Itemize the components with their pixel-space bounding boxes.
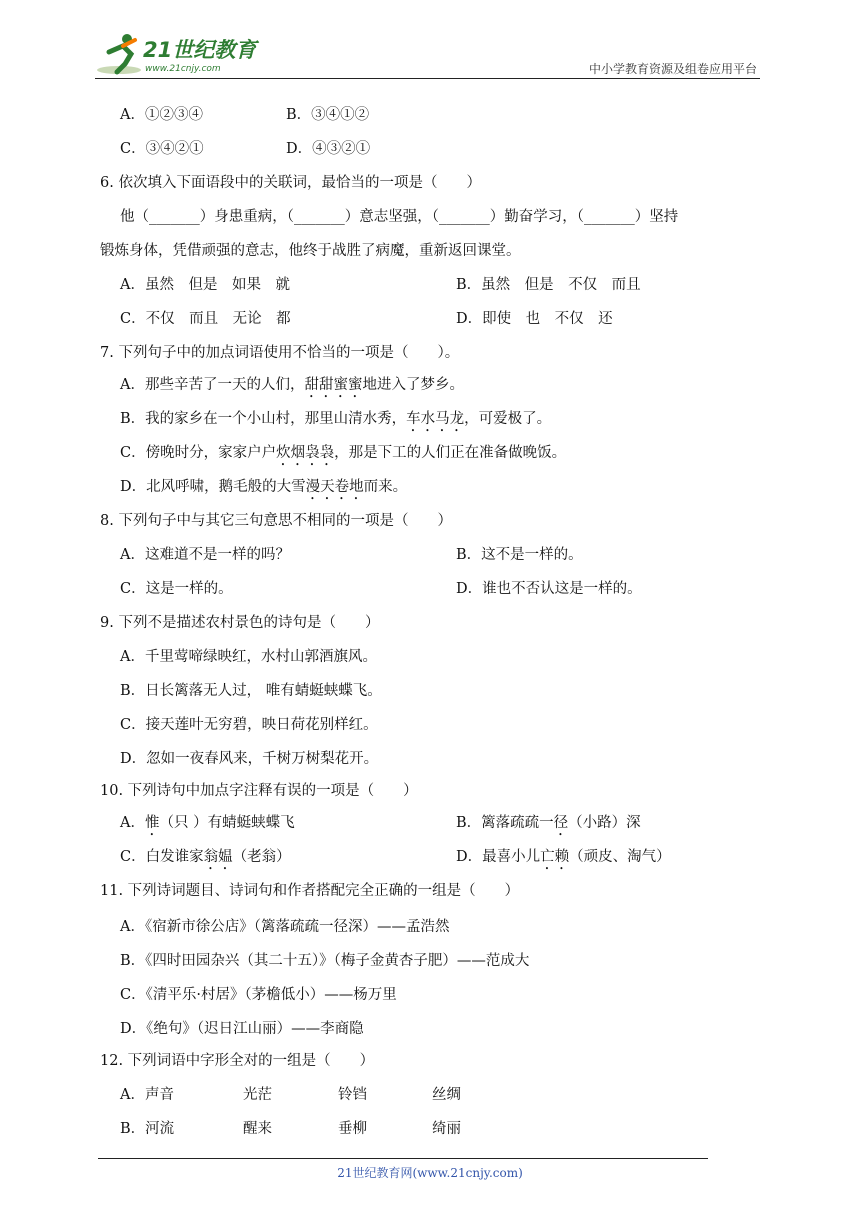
q6-option-d: D．即使 也 不仅 还 — [456, 311, 613, 327]
option-text: 地进入了梦乡。 — [362, 377, 464, 393]
option-text: ，那是下工的人们正在准备做晚饭。 — [334, 445, 567, 461]
option-a: A．①②③④ — [120, 107, 203, 123]
q10-option-c — [120, 846, 291, 873]
q6-option-c: C．不仅 而且 无论 都 — [120, 311, 291, 327]
q10-option-a — [120, 812, 295, 839]
q10-stem: 10. 下列诗句中加点字注释有误的一项是（ ） — [100, 783, 418, 799]
option-text: C．傍晚时分，家家户户 — [120, 445, 277, 461]
q12-option-a-word4: 丝绸 — [432, 1087, 461, 1103]
q11-option-b: B．《四时田园杂兴（其二十五）》（梅子金黄杏子肥）——范成大 — [120, 953, 530, 969]
option-text: （顽皮、淘气） — [569, 849, 671, 865]
option-c: C．③④②① — [120, 141, 204, 157]
q8-stem: 8. 下列句子中与其它三句意思不相同的一项是（ ） — [100, 513, 452, 529]
q7-stem: 7. 下列句子中的加点词语使用不恰当的一项是（ ）。 — [100, 345, 460, 361]
dotted-word: 炊烟袅袅 — [276, 445, 335, 461]
q9-option-a: A．千里莺啼绿映红，水村山郭酒旗风。 — [120, 649, 377, 665]
option-b: B．③④①② — [286, 107, 370, 123]
q12-option-a-word1: A．声音 — [120, 1087, 174, 1103]
option-d: D．④③②① — [286, 141, 371, 157]
q8-option-d: D．谁也不否认这是一样的。 — [456, 581, 642, 597]
q11-option-d: D．《绝句》（迟日江山丽）——李商隐 — [120, 1021, 364, 1037]
option-text: D．最喜小儿 — [456, 849, 541, 865]
q8-option-b: B．这不是一样的。 — [456, 547, 583, 563]
q9-option-d: D．忽如一夜春风来，千树万树梨花开。 — [120, 751, 379, 767]
q12-option-b-word1: B．河流 — [120, 1121, 175, 1137]
option-text: （老翁） — [232, 849, 291, 865]
logo-url: www.21cnjy.com — [145, 64, 221, 74]
q6-passage-line1: 他（_______）身患重病，（_______）意志坚强，（_______）勤奋学习，（_______）坚持 — [120, 209, 679, 225]
option-text: D．北风呼啸，鹅毛般的大雪 — [120, 479, 306, 495]
q12-option-b-word2: 醒来 — [243, 1121, 272, 1137]
option-text: C．白发谁家 — [120, 849, 204, 865]
option-text: （小路）深 — [568, 815, 641, 831]
q9-option-c: C．接天莲叶无穷碧，映日荷花别样红。 — [120, 717, 378, 733]
page-footer: 21世纪教育网(www.21cnjy.com) — [337, 1166, 523, 1180]
option-text: A． — [120, 815, 145, 831]
q11-option-a: A．《宿新市徐公店》（篱落疏疏一径深）——孟浩然 — [120, 919, 450, 935]
q6-option-b: B．虽然 但是 不仅 而且 — [456, 277, 641, 293]
dotted-word: 翁媪 — [203, 849, 233, 865]
q8-option-a: A．这难道不是一样的吗？ — [120, 547, 290, 563]
q12-stem: 12. 下列词语中字形全对的一组是（ ） — [100, 1053, 375, 1069]
q12-option-a-word3: 铃铛 — [338, 1087, 367, 1103]
q12-option-b-word4: 绮丽 — [432, 1121, 461, 1137]
q11-stem: 11. 下列诗词题目、诗词句和作者搭配完全正确的一组是（ ） — [100, 883, 520, 899]
q7-option-d — [120, 476, 407, 503]
q12-option-a-word2: 光茫 — [243, 1087, 272, 1103]
platform-name: 中小学教育资源及组卷应用平台 — [588, 62, 757, 76]
option-text: B．我的家乡在一个小山村，那里山清水秀， — [120, 411, 407, 427]
option-text: B．篱落疏疏一 — [456, 815, 554, 831]
q7-option-b — [120, 408, 551, 435]
q9-stem: 9. 下列不是描述农村景色的诗句是（ ） — [100, 615, 380, 631]
option-text: （只 ）有蜻蜓蛱蝶飞 — [159, 815, 295, 831]
q10-option-b — [456, 812, 641, 839]
q10-option-d — [456, 846, 671, 873]
option-text: 而来。 — [363, 479, 408, 495]
q6-passage-line2: 锻炼身体，凭借顽强的意志，他终于战胜了病魔，重新返回课堂。 — [100, 243, 521, 259]
option-text: A．那些辛苦了一天的人们， — [120, 377, 305, 393]
q6-option-a: A．虽然 但是 如果 就 — [120, 277, 290, 293]
q6-stem: 6. 依次填入下面语段中的关联词，最恰当的一项是（ ） — [100, 175, 481, 191]
dotted-word: 甜甜蜜蜜 — [304, 377, 363, 393]
footer-divider — [98, 1158, 708, 1159]
q9-option-b: B．日长篱落无人过， 唯有蜻蜓蛱蝶飞。 — [120, 683, 382, 699]
option-text: ，可爱极了。 — [464, 411, 552, 427]
q7-option-a — [120, 374, 464, 401]
q12-option-b-word3: 垂柳 — [338, 1121, 367, 1137]
dotted-word: 径 — [553, 815, 569, 831]
dotted-word: 车水马龙 — [406, 411, 465, 427]
q7-option-c — [120, 442, 566, 469]
q11-option-c: C．《清平乐·村居》（茅檐低小）——杨万里 — [120, 987, 397, 1003]
dotted-word: 惟 — [144, 815, 160, 831]
dotted-word: 漫天卷地 — [305, 479, 364, 495]
q8-option-c: C．这是一样的。 — [120, 581, 233, 597]
dotted-word: 亡赖 — [540, 849, 570, 865]
logo-text: 21世纪教育 — [143, 38, 257, 62]
